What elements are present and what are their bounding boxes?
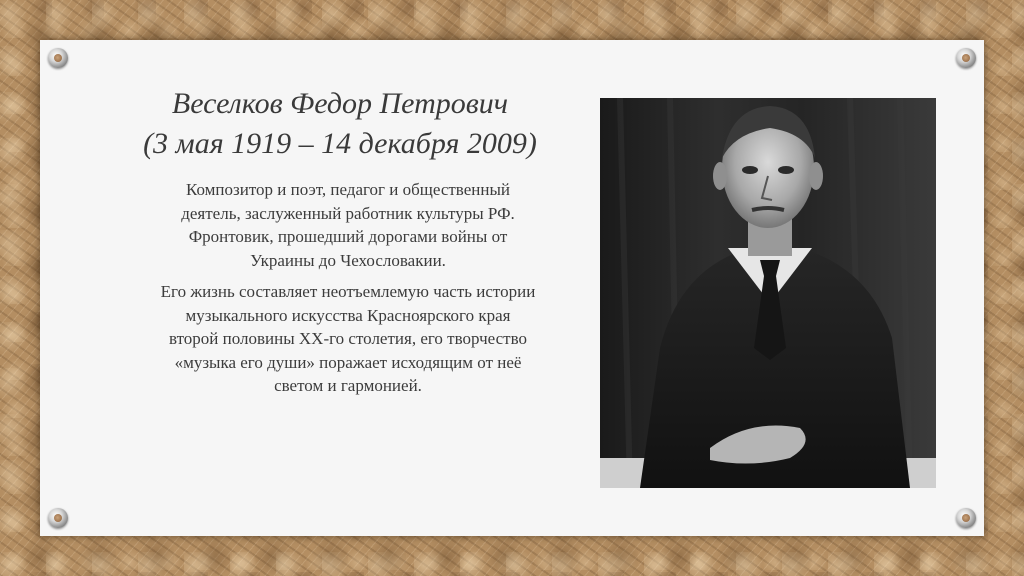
pushpin-icon [956, 48, 976, 68]
text-line: деятель, заслуженный работник культуры РФ. [181, 203, 515, 223]
text-line: Украины до Чехословакии. [250, 250, 446, 270]
text-line: «музыка его души» поражает исходящим от неё [174, 352, 522, 372]
paragraph-legacy [88, 280, 608, 398]
biography-text [88, 178, 608, 406]
title-dates: (3 мая 1919 – 14 декабря 2009) [143, 127, 537, 160]
pushpin-icon [956, 508, 976, 528]
text-line: Его жизнь составляет неотъемлемую часть истории [160, 282, 536, 301]
title-name: Веселков Федор Петрович [171, 87, 509, 120]
pushpin-icon [48, 48, 68, 68]
text-line: Фронтовик, прошедший дорогами войны от [188, 227, 508, 246]
text-line: Композитор и поэт, педагог и общественный [186, 180, 510, 199]
text-line: светом и гармонией. [274, 376, 422, 395]
portrait-photo [600, 98, 936, 488]
slide-title [110, 84, 570, 164]
paragraph-intro [88, 178, 608, 272]
pushpin-icon [48, 508, 68, 528]
portrait-illustration [600, 98, 936, 488]
text-line: музыкального искусства Красноярского края [185, 305, 511, 325]
text-line: второй половины XX-го столетия, его творчество [169, 329, 527, 348]
slide-card [40, 40, 984, 536]
